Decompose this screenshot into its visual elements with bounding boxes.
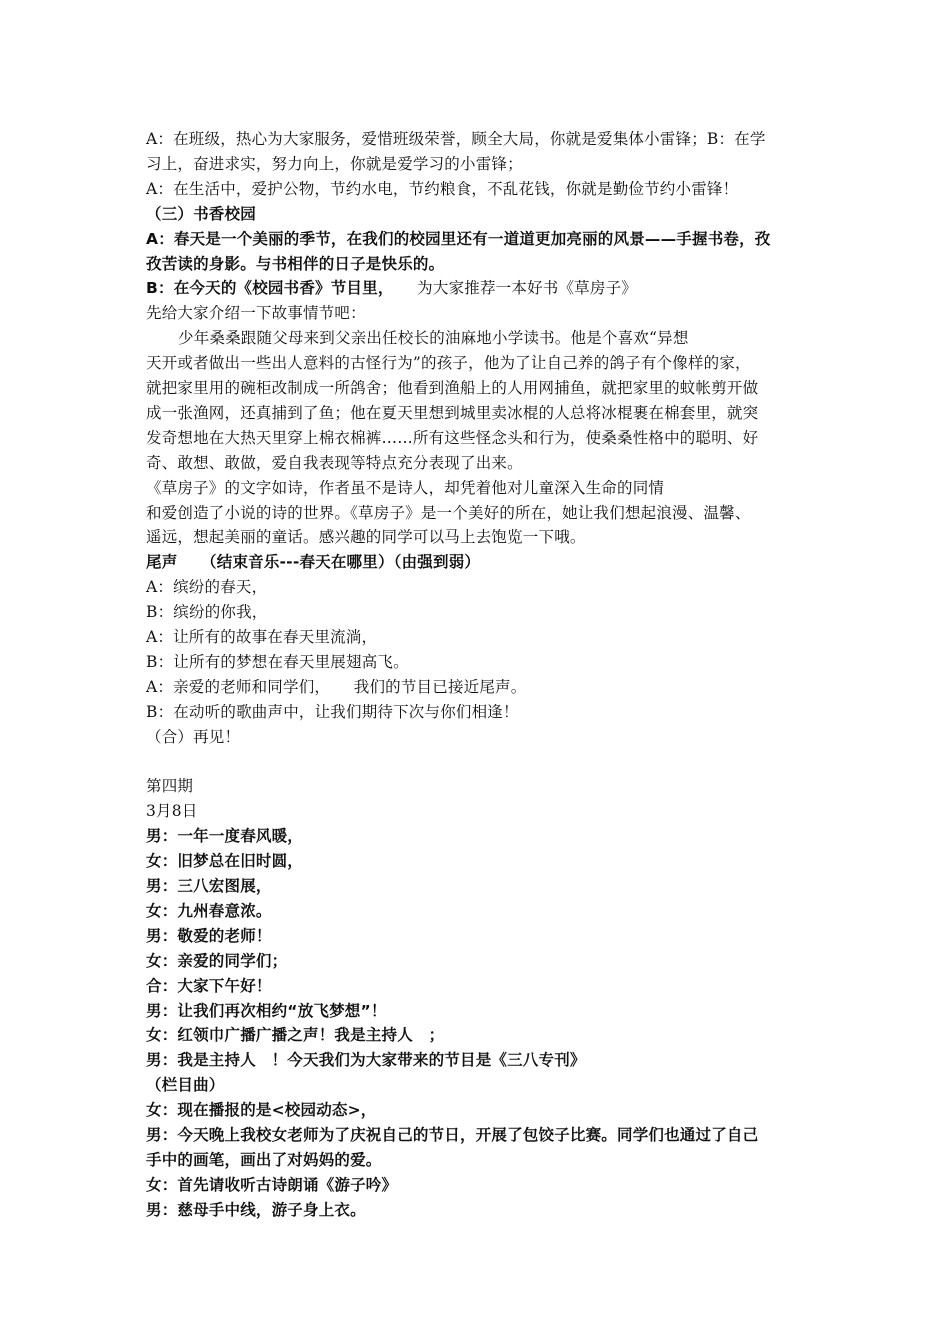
text-line: 女：红领巾广播广播之声！我是主持人 ； — [146, 1026, 445, 1045]
text-line: 尾声 （结束音乐---春天在哪里）（由强到弱） — [146, 553, 481, 572]
text-line-normal-part: 为大家推荐一本好书《草房子》 — [385, 279, 637, 298]
text-line: A：让所有的故事在春天里流淌， — [146, 628, 378, 646]
text-line: 成一张渔网，还真捕到了鱼；他在夏天里想到城里卖冰棍的人总将冰棍裹在棉套里，就突 — [146, 403, 759, 422]
text-line: 合：大家下午好！ — [146, 976, 272, 995]
text-line: A：春天是一个美丽的季节，在我们的校园里还有一道道更加亮丽的风景——手握书卷，孜 — [146, 229, 771, 248]
text-line: 《草房子》的文字如诗，作者虽不是诗人，却凭着他对儿童深入生命的同情 — [146, 478, 665, 497]
text-line: 男：今天晚上我校女老师为了庆祝自己的节日，开展了包饺子比赛。同学们也通过了自己 — [146, 1126, 759, 1144]
text-line: 男：一年一度春风暖， — [146, 827, 304, 846]
text-line: 女：旧梦总在旧时圆， — [146, 852, 304, 871]
text-line: 习上，奋进求实，努力向上，你就是爱学习的小雷锋； — [146, 154, 523, 173]
text-line: 3月8日 — [146, 802, 198, 821]
text-line: 就把家里用的碗柜改制成一所鸽舍；他看到渔船上的人用网捕鱼，就把家里的蚊帐剪开做 — [146, 379, 759, 397]
text-line: 发奇想地在大热天里穿上棉衣棉裤……所有这些怪念头和行为，使桑桑性格中的聪明、好 — [146, 428, 759, 447]
text-line: 奇、敢想、敢做，爱自我表现等特点充分表现了出来。 — [146, 453, 523, 472]
text-line: 男：让我们再次相约“放飞梦想”！ — [146, 1001, 387, 1020]
text-line: A：在生活中，爱护公物，节约水电，节约粮食，不乱花钱，你就是勤俭节约小雷锋！ — [146, 179, 739, 198]
text-line: 先给大家介绍一下故事情节吧： — [146, 304, 366, 323]
text-line: 女：九州春意浓。 — [146, 901, 272, 920]
text-line-bold-part: B：在今天的《校园书香》节目里， — [146, 279, 386, 298]
text-line: 女：现在播报的是<校园动态>， — [146, 1101, 377, 1120]
text-line: （合）再见！ — [146, 727, 241, 746]
text-line: B：缤纷的你我， — [146, 603, 268, 622]
text-line: 男：三八宏图展， — [146, 877, 272, 895]
text-line: 女：首先请收听古诗朗诵《游子吟》 — [146, 1175, 398, 1194]
text-line: B：让所有的梦想在春天里展翅高飞。 — [146, 652, 409, 671]
text-line: 少年桑桑跟随父母来到父亲出任校长的油麻地小学读书。他是个喜欢“异想 — [178, 329, 689, 348]
text-line: 男：敬爱的老师！ — [146, 926, 272, 945]
text-line: 男：慈母手中线，游子身上衣。 — [146, 1200, 366, 1219]
text-line: B：在动听的歌曲声中，让我们期待下次与你们相逢！ — [146, 702, 519, 721]
text-line: 遥远，想起美丽的童话。感兴趣的同学可以马上去饱览一下哦。 — [146, 528, 586, 547]
text-line — [146, 277, 826, 299]
text-line: 天开或者做出一些出人意料的古怪行为”的孩子，他为了让自己养的鸽子有个像样的家， — [146, 354, 751, 373]
text-line: （三）书香校园 — [146, 204, 256, 223]
text-line: 手中的画笔，画出了对妈妈的爱。 — [146, 1150, 382, 1169]
text-line: 第四期 — [146, 777, 194, 796]
text-line: 女：亲爱的同学们； — [146, 951, 288, 970]
text-line: 和爱创造了小说的诗的世界。《草房子》是一个美好的所在，她让我们想起浪漫、温馨、 — [146, 503, 751, 522]
text-line: A：缤纷的春天， — [146, 578, 268, 597]
text-line: 孜苦读的身影。与书相伴的日子是快乐的。 — [146, 254, 445, 273]
text-line: 男：我是主持人 ！今天我们为大家带来的节目是《三八专刊》 — [146, 1051, 586, 1070]
text-line: （栏目曲） — [146, 1076, 225, 1095]
text-line: A：在班级，热心为大家服务，爱惜班级荣誉，顾全大局，你就是爱集体小雷锋；B：在学 — [146, 130, 766, 148]
text-line: A：亲爱的老师和同学们， 我们的节目已接近尾声。 — [146, 677, 527, 696]
